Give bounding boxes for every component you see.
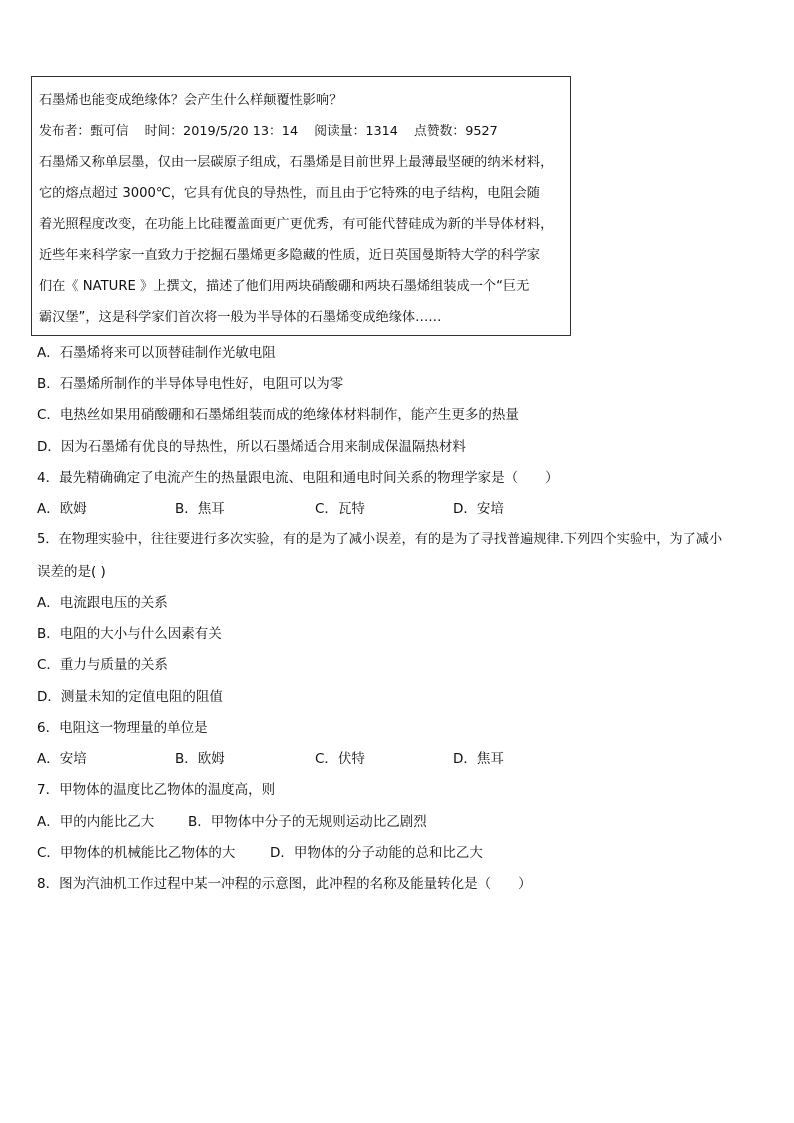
- article-body-line: 们在《 NATURE 》上撰文，描述了他们用两块硝酸硼和两块石墨烯组装成一个“巨无: [39, 279, 530, 294]
- q4-option-b: B．焦耳: [175, 501, 225, 517]
- q6-option-b: B．欧姆: [175, 751, 225, 767]
- q6-stem: 6．电阻这一物理量的单位是: [37, 720, 208, 736]
- q7-option-b: B．甲物体中分子的无规则运动比乙剧烈: [188, 814, 427, 830]
- q3-option-c: C．电热丝如果用硝酸硼和石墨烯组装而成的绝缘体材料制作，能产生更多的热量: [37, 407, 519, 423]
- article-body-line: 近些年来科学家一直致力于挖掘石墨烯更多隐藏的性质，近日英国曼斯特大学的科学家: [39, 248, 541, 263]
- article-excerpt-box: [31, 76, 571, 336]
- q6-option-c: C．伏特: [315, 751, 365, 767]
- q7-stem: 7．甲物体的温度比乙物体的温度高，则: [37, 782, 276, 798]
- article-body-line: 霸汉堡”，这是科学家们首次将一般为半导体的石墨烯变成绝缘体……: [39, 310, 442, 325]
- q5-option-c: C．重力与质量的关系: [37, 657, 168, 673]
- q5-stem-line2: 误差的是( ): [37, 564, 106, 580]
- article-body-line: 它的熔点超过 3000℃，它具有优良的导热性，而且由于它特殊的电子结构，电阻会随: [39, 186, 540, 201]
- q4-stem: 4．最先精确确定了电流产生的热量跟电流、电阻和通电时间关系的物理学家是（ ）: [37, 470, 559, 486]
- article-likes: 点赞数：9527: [414, 124, 498, 139]
- article-body-line: 着光照程度改变，在功能上比硅覆盖面更广更优秀，有可能代替硅成为新的半导体材料，: [39, 217, 554, 232]
- q4-option-a: A．欧姆: [37, 501, 87, 517]
- q5-option-d: D．测量未知的定值电阻的阻值: [37, 689, 223, 705]
- q3-option-d: D．因为石墨烯有优良的导热性，所以石墨烯适合用来制成保温隔热材料: [37, 439, 466, 455]
- article-meta: [39, 116, 563, 147]
- q5-option-a: A．电流跟电压的关系: [37, 595, 168, 611]
- q8-stem: 8．图为汽油机工作过程中某一冲程的示意图，此冲程的名称及能量转化是（ ）: [37, 876, 532, 892]
- q6-option-a: A．安培: [37, 751, 87, 767]
- q5-option-b: B．电阻的大小与什么因素有关: [37, 626, 222, 642]
- q6-option-d: D．焦耳: [453, 751, 504, 767]
- q7-option-c: C．甲物体的机械能比乙物体的大: [37, 845, 236, 861]
- article-time: 时间：2019/5/20 13：14: [144, 124, 299, 139]
- article-reads: 阅读量：1314: [314, 124, 398, 139]
- q4-option-d: D．安培: [453, 501, 504, 517]
- article-body-line: 石墨烯又称单层墨，仅由一层碳原子组成，石墨烯是目前世界上最薄最坚硬的纳米材料，: [39, 155, 554, 170]
- q3-option-a: A．石墨烯将来可以顶替硅制作光敏电阻: [37, 345, 276, 361]
- q4-option-c: C．瓦特: [315, 501, 365, 517]
- q3-option-b: B．石墨烯所制作的半导体导电性好，电阻可以为零: [37, 376, 344, 392]
- q7-option-d: D．甲物体的分子动能的总和比乙大: [270, 845, 483, 861]
- q7-option-a: A．甲的内能比乙大: [37, 814, 155, 830]
- q5-stem-line1: 5．在物理实验中，往往要进行多次实验，有的是为了减小误差，有的是为了寻找普遍规律.下列四个实验中，为了减小: [37, 532, 723, 547]
- article-publisher: 发布者：甄可信: [39, 124, 129, 139]
- article-title: 石墨烯也能变成绝缘体？会产生什么样颠覆性影响？: [39, 93, 343, 108]
